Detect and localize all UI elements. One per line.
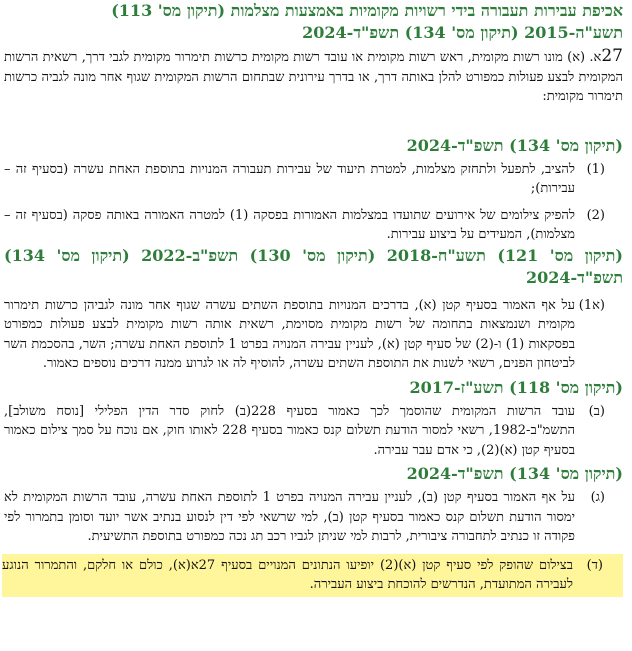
subsection-text: בצילום שהופק לפי סעיף קטן (א)(2) יופיעו הנתונים המנויים בסעיף 27א(א), כולם או חלקם, והתמרור הנוגע לעבירה המתועדת, הנדרשים להוכחת ביצוע העבירה.	[2, 557, 574, 592]
subsection-marker: (ב)	[588, 403, 605, 419]
item-text: להפיק צילומים של אירועים שתועדו במצלמות האמורות בפסקה (1) למטרה האמורה באותה פסקה (בסעיף זה – מצלמות), המעידים על ביצוע עבירות.	[4, 207, 575, 242]
subsection-marker: (ג)	[590, 490, 605, 505]
document-title-line-2: תשע"ה-2015 (תיקון מס' 134) תשפ"ד-2024	[302, 23, 623, 42]
subsection-text: על אף האמור בסעיף קטן (א), בדרכים המנויות בתוספת השתים עשרה שגוף אחר מונה לגביהן כרשות תימרור מקומית ושנמצאות בתחומה של רשות מקומית מסוימת, רשאית אותה רשות מקומית לבצע פעולות כמפורט בפסקאות (1) ו-(2) של סעיף קטן (א), לעניין עבירה המנויה בפרט 1 לתוספת האחת עשרה; השר, בהסכמת השר לביטחון הפנים, רשאי לשנות את התוספת השתים עשרה, להוסיף לה או לגרוע ממנה דרכים נוספים כאמור.	[4, 297, 575, 371]
subsection-item-2	[4, 206, 623, 245]
subsection-item-1	[4, 160, 623, 199]
subsection-a1	[4, 296, 623, 374]
amendment-note-134-b: (תיקון מס' 134) תשפ"ד-2024	[406, 464, 623, 483]
document-title-line-1: אכיפת עבירות תעבורה בידי רשויות מקומיות באמצעות מצלמות (תיקון מס' 113)	[111, 1, 623, 20]
subsection-marker: (ד)	[586, 557, 603, 573]
subsection-marker: (א1)	[578, 297, 605, 313]
item-text: להציב, לתפעל ולתחזק מצלמות, למטרת תיעוד של עבירות תעבורה המנויות בתוספת האחת עשרה (בסעיף זה – עבירות);	[4, 161, 575, 196]
amendment-note-121-130-134: (תיקון מס' 121) תשע"ח-2018 (תיקון מס' 130) תשפ"ב-2022 (תיקון מס' 134) תשפ"ד-2024	[4, 245, 623, 287]
subsection-text: עובד הרשות המקומית שהוסמך לכך כאמור בסעיף 228(ב) לחוק סדר הדין הפלילי [נוסח משולב], התשמ"ב-1982, רשאי למסור הודעת תשלום קנס כאמור בסעיף 228 לאותו חוק, אם נוכח על סמך צילום כאמור בסעיף קטן (א)(2), כי אדם עבר עבירה.	[4, 403, 575, 458]
amendment-note-134: (תיקון מס' 134) תשפ"ד-2024	[406, 135, 623, 155]
subsection-c	[4, 488, 623, 547]
section-intro-text: א. (א) מונו רשות מקומית, ראש רשות מקומית או עובד רשות מקומית כרשות תימרור מקומית לגבי דרך, רשאית הרשות המקומית לבצע פעולות כמפורט להלן באותה דרך, או בדרך עירונית שבתחום הרשות המקומית שגוף אחר מונה לגביה כרשות תימרור מקומית:	[4, 50, 623, 104]
amendment-note-118: (תיקון מס' 118) תשע"ז-2017	[409, 377, 623, 397]
section-27a-intro	[4, 47, 623, 107]
subsection-b	[4, 402, 623, 461]
subsection-d-highlighted	[2, 554, 623, 597]
subsection-text: על אף האמור בסעיף קטן (ב), לעניין עבירה המנויה בפרט 1 לתוספת האחת עשרה, עובד הרשות המקומית לא ימסור הודעת תשלום קנס כאמור בסעיף קטן (ב), למי שרשאי לפי דין לנסוע בנתיב אשר יועד וסומן בתמרור לפי פקודה זו כנתיב לתחבורה ציבורית, לרבות למי שניתן לגביו רכב תג נכה כמפורט בתוספת התשיעית.	[4, 490, 575, 544]
item-marker: (1)	[586, 161, 605, 177]
section-number: 27	[601, 46, 623, 66]
item-marker: (2)	[586, 207, 605, 223]
